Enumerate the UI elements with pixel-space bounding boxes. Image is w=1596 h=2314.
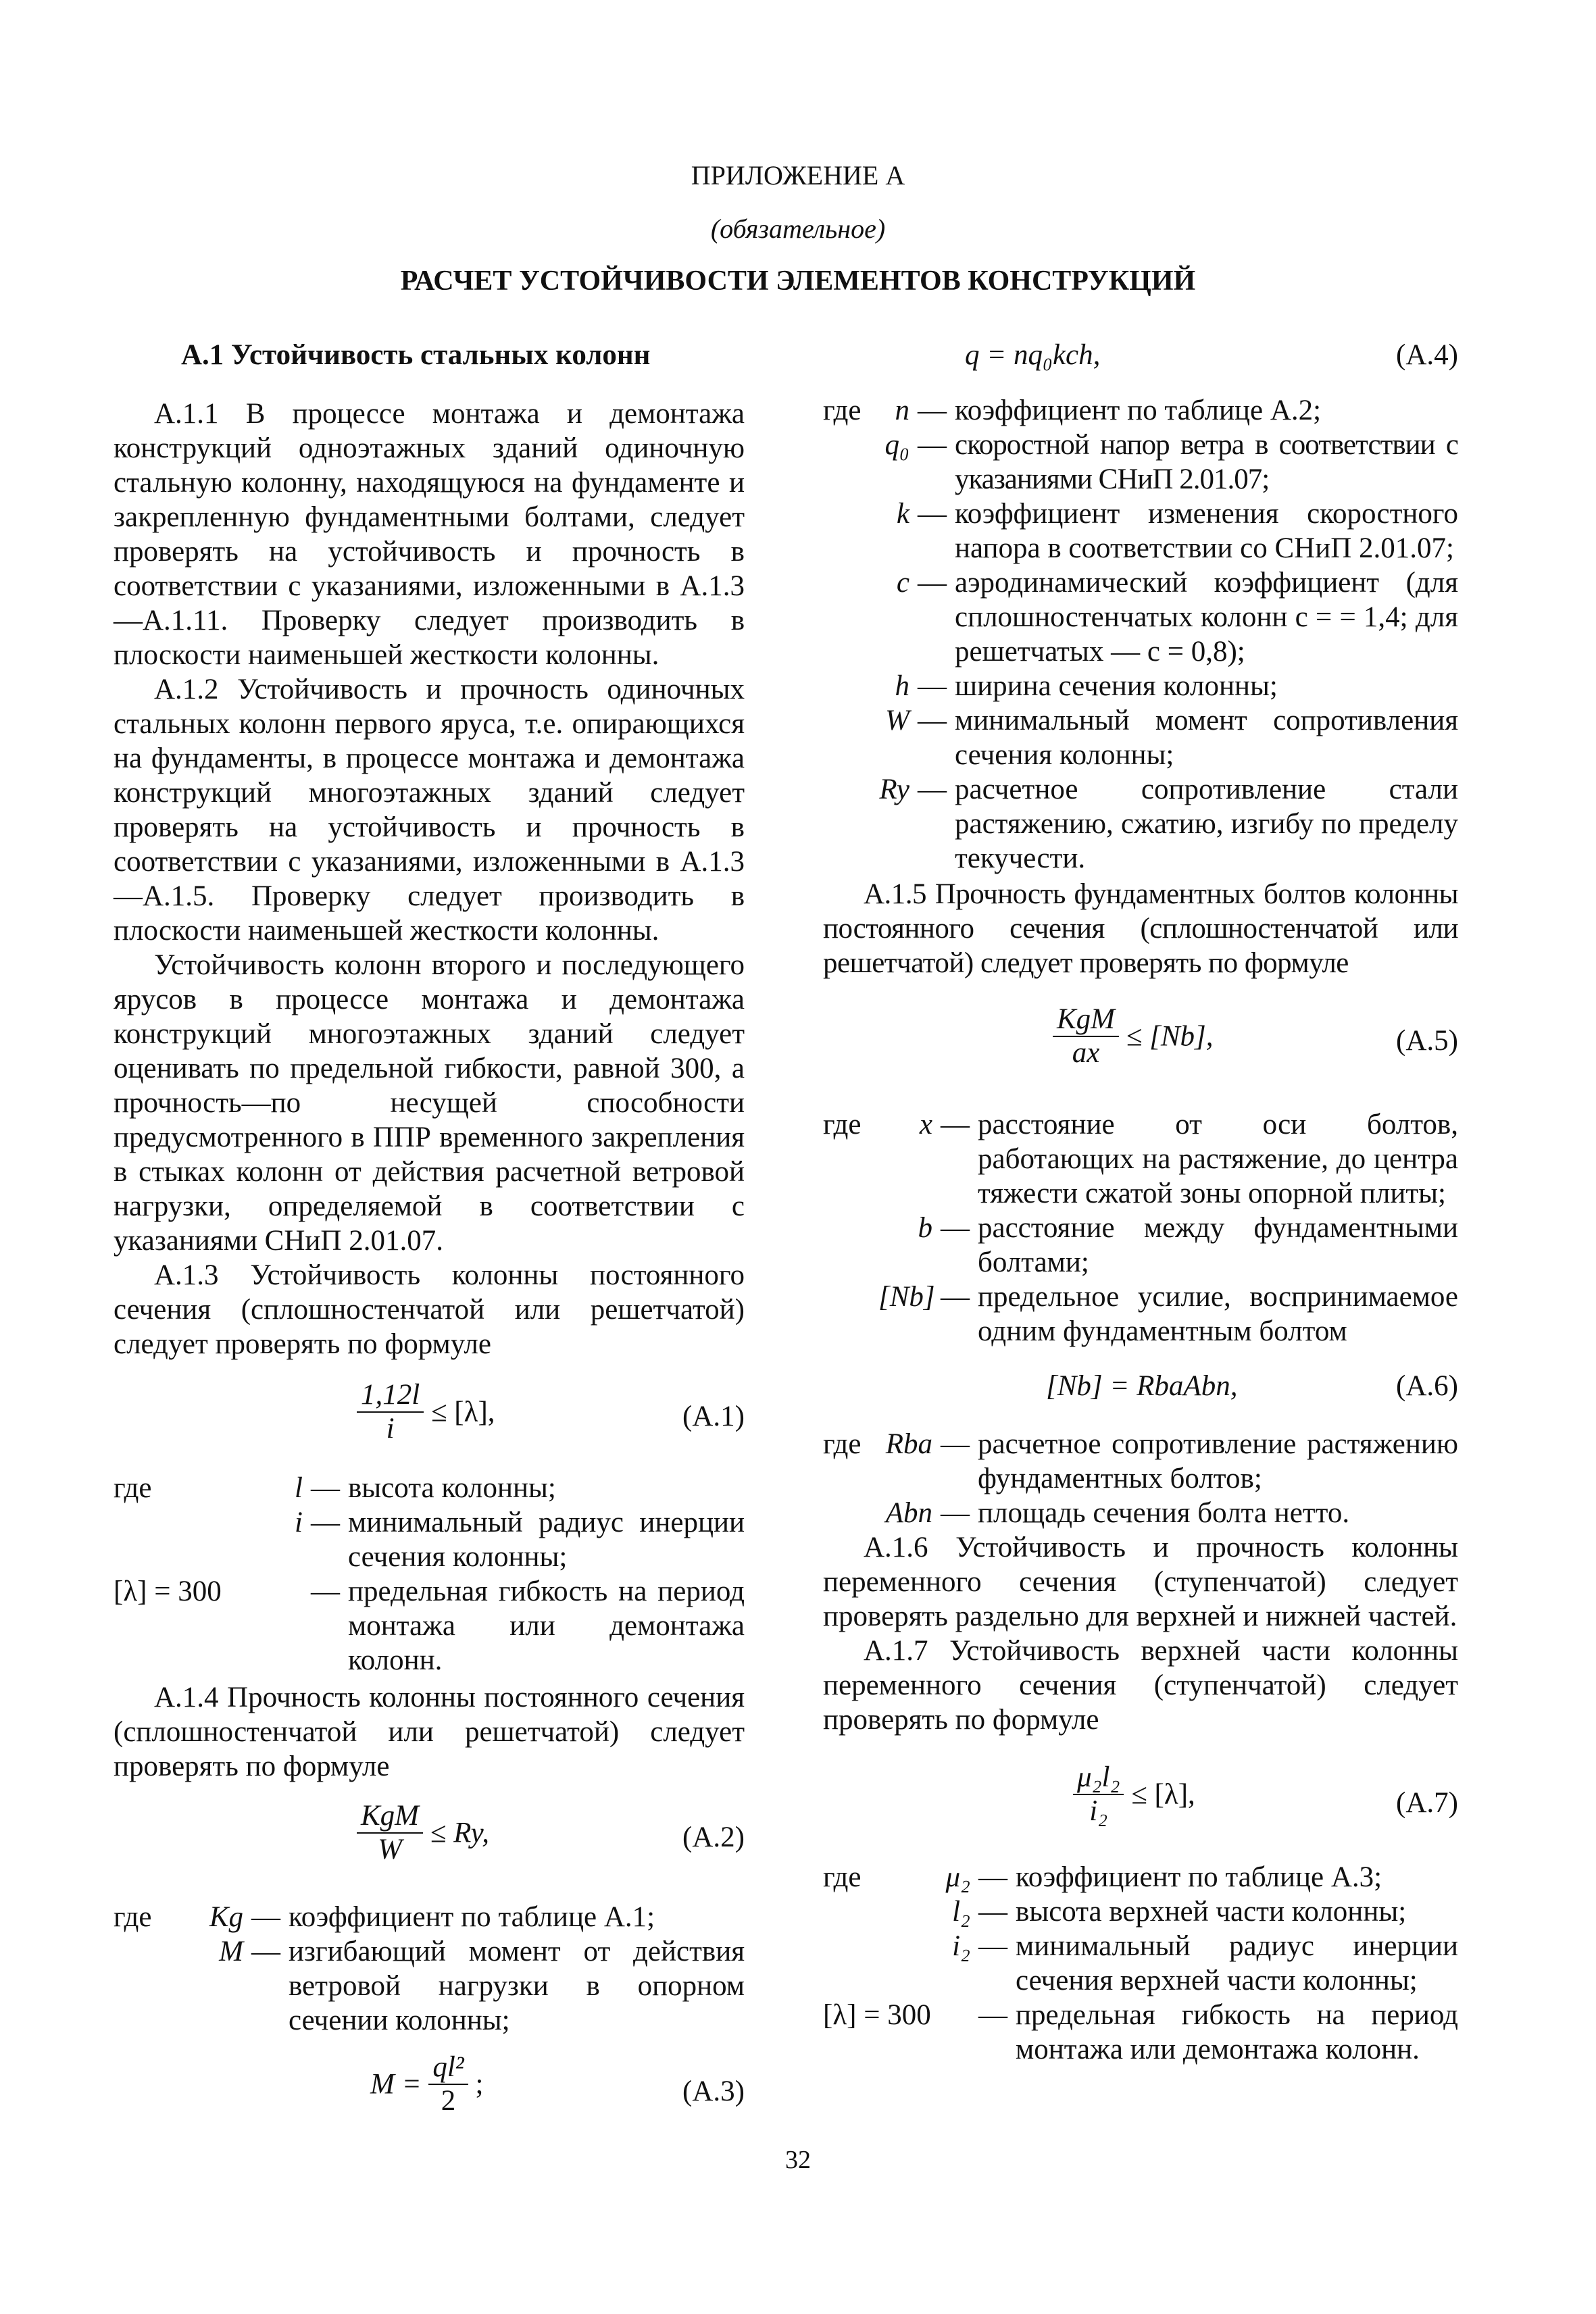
def-dash: —	[251, 1901, 280, 1933]
formula-a5	[823, 994, 1458, 1095]
formula-a4-expr: q = nq₀kch,	[965, 339, 1101, 371]
page-title: РАСЧЕТ УСТОЙЧИВОСТИ ЭЛЕМЕНТОВ КОНСТРУКЦИЙ	[400, 266, 1196, 297]
where-label	[823, 497, 870, 565]
def-symbol-lambda: [λ] = 300	[823, 1999, 931, 2031]
formula-a3-lhs: M =	[370, 2068, 422, 2101]
paragraph-a11: А.1.1 В процессе монтажа и демонтажа конструкций одноэтажных зданий одиночную стальную колонну, находящуюся на фундаменте и закрепленную фундаментными болтами, следует проверять на устойчивость и прочность в соответствии с указаниями, изложенными в А.1.3—А.1.11. Проверку следует производить в плоскости наименьшей жесткости колонны.	[114, 398, 745, 671]
def-text: коэффициент по таблице А.3;	[1016, 1861, 1382, 1893]
def-text: площадь сечения болта нетто.	[978, 1497, 1350, 1529]
formula-a7-label: (А.7)	[1396, 1787, 1458, 1819]
def-dash: —	[941, 1212, 970, 1244]
formula-a1-fraction	[357, 1379, 424, 1445]
formula-a2-denominator: W	[378, 1834, 402, 1865]
def-symbol: W	[885, 705, 909, 736]
def-symbol: x	[919, 1109, 932, 1140]
def-symbol: c	[896, 567, 909, 599]
def-text: минимальный радиус инерции сечения колонны;	[348, 1507, 745, 1573]
def-dash: —	[918, 774, 947, 805]
def-text: коэффициент по таблице А.2;	[955, 395, 1322, 426]
formula-a3	[114, 2044, 745, 2139]
where-label: где	[823, 1428, 862, 1460]
def-dash: —	[978, 1861, 1007, 1893]
formula-a2-label: (А.2)	[682, 1821, 745, 1853]
where-label	[823, 1929, 897, 1998]
def-symbol-lambda: [λ] = 300	[114, 1576, 222, 1607]
formula-a2-fraction	[357, 1800, 423, 1866]
formula-a5-label: (А.5)	[1396, 1025, 1458, 1057]
formula-a1-rhs: ≤ [λ],	[430, 1396, 495, 1428]
def-dash: —	[251, 1936, 280, 1967]
where-label	[114, 1934, 195, 2038]
def-dash: —	[918, 498, 947, 530]
paragraph-a17: А.1.7 Устойчивость верхней части колонны переменного сечения (ступенчатой) следует проверять по формуле	[823, 1635, 1458, 1736]
where-label	[823, 669, 870, 703]
def-symbol: μ₂	[945, 1861, 970, 1893]
def-symbol: i₂	[952, 1930, 970, 1962]
definitions-a5	[823, 1107, 1458, 1349]
section-heading: А.1 Устойчивость стальных колонн	[181, 339, 651, 371]
def-text: изгибающий момент от действия ветровой нагрузки в опорном сечении колонны;	[289, 1936, 745, 2036]
formula-a1	[114, 1369, 745, 1464]
def-symbol: Kg	[209, 1901, 243, 1933]
formula-a6-expr: [Nb] = RbaAbn,	[1046, 1370, 1238, 1402]
def-symbol: h	[895, 670, 909, 702]
formula-a2-rhs: ≤ Ry,	[430, 1817, 490, 1849]
formula-a1-label: (А.1)	[682, 1401, 745, 1432]
paragraph-a15: А.1.5 Прочность фундаментных болтов колонны постоянного сечения (сплошностенчатой или решетчатой) следует проверять по формуле	[823, 878, 1458, 979]
formula-a2	[114, 1790, 745, 1885]
def-text: предельная гибкость на период монтажа или демонтажа колонн.	[348, 1576, 745, 1676]
left-column	[114, 338, 745, 2139]
formula-a5-fraction	[1053, 1003, 1119, 1070]
def-dash: —	[978, 1896, 1007, 1928]
def-dash: —	[311, 1576, 340, 1607]
where-label	[823, 1496, 870, 1530]
where-label	[823, 1280, 870, 1349]
def-dash: —	[941, 1497, 970, 1529]
def-dash: —	[918, 395, 947, 426]
def-dash: —	[918, 429, 947, 461]
def-symbol: n	[895, 395, 909, 426]
formula-a1-denominator: i	[386, 1413, 395, 1444]
where-label	[823, 1211, 870, 1280]
where-label: где	[823, 395, 862, 426]
paragraph-a13: А.1.3 Устойчивость колонны постоянного сечения (сплошностенчатой или решетчатой) следует проверять по формуле	[114, 1259, 745, 1360]
def-symbol: k	[896, 498, 909, 530]
def-text: расчетное сопротивление стали растяжению, сжатию, изгибу по пределу текучести.	[955, 774, 1458, 874]
paragraph-a14: А.1.4 Прочность колонны постоянного сечения (сплошностенчатой или решетчатой) следует проверять по формуле	[114, 1682, 745, 1782]
def-text: высота верхней части колонны;	[1016, 1896, 1407, 1928]
formula-a1-numerator: 1,12l	[357, 1379, 424, 1413]
formula-a4	[823, 338, 1458, 384]
def-symbol: q₀	[884, 429, 909, 461]
def-symbol: Abn	[885, 1497, 932, 1529]
formula-a7	[823, 1752, 1458, 1853]
where-label	[114, 1505, 215, 1574]
formula-a3-rhs: ;	[475, 2068, 484, 2101]
def-text: высота колонны;	[348, 1472, 556, 1504]
def-dash: —	[311, 1507, 340, 1538]
formula-a5-denominator: ax	[1072, 1037, 1100, 1069]
def-symbol: b	[918, 1212, 932, 1244]
formula-a5-rhs: ≤ [Nb],	[1126, 1020, 1214, 1053]
def-dash: —	[941, 1281, 970, 1313]
def-dash: —	[918, 567, 947, 599]
formula-a3-numerator: ql²	[428, 2051, 468, 2085]
paragraph-a12: А.1.2 Устойчивость и прочность одиночных стальных колонн первого яруса, т.е. опирающихся на фундаменты, в процессе монтажа и демонтажа конструкций многоэтажных зданий следует проверять на устойчивость и прочность в соответствии с указаниями, изложенными в А.1.3—А.1.5. Проверку следует производить в плоскости наименьшей жесткости колонны.	[114, 674, 745, 947]
def-text: предельное усилие, воспринимаемое одним фундаментным болтом	[978, 1281, 1458, 1347]
def-text: минимальный момент сопротивления сечения колонны;	[955, 705, 1458, 771]
def-dash: —	[311, 1472, 340, 1504]
formula-a6-label: (А.6)	[1396, 1370, 1458, 1402]
def-dash: —	[918, 705, 947, 736]
formula-a5-numerator: KgM	[1053, 1003, 1119, 1037]
page-number: 32	[785, 2146, 811, 2174]
formula-a4-label: (А.4)	[1396, 339, 1458, 371]
def-text: расстояние между фундаментными болтами;	[978, 1212, 1458, 1278]
def-symbol: [Nb]	[878, 1281, 935, 1313]
formula-a3-denominator: 2	[441, 2085, 456, 2117]
def-symbol: l	[295, 1472, 303, 1504]
def-dash: —	[978, 1930, 1007, 1962]
formula-a7-numerator: μ₂l₂	[1073, 1761, 1124, 1795]
where-label: где	[823, 1109, 862, 1140]
definitions-a1	[114, 1471, 745, 1678]
def-symbol: Rba	[885, 1428, 932, 1460]
def-text: коэффициент по таблице А.1;	[289, 1901, 655, 1933]
appendix-label: ПРИЛОЖЕНИЕ А	[691, 160, 905, 191]
def-text: предельная гибкость на период монтажа или демонтажа колонн.	[1016, 1999, 1458, 2065]
formula-a3-label: (А.3)	[682, 2076, 745, 2107]
where-label	[823, 772, 870, 876]
def-dash: —	[918, 670, 947, 702]
formula-a7-denominator: i₂	[1089, 1795, 1108, 1827]
paragraph-a16: А.1.6 Устойчивость и прочность колонны переменного сечения (ступенчатой) следует проверять раздельно для верхней и нижней частей.	[823, 1532, 1458, 1632]
def-text: аэродинамический коэффициент (для сплошностенчатых колонн c = = 1,4; для решетчатых — c = 0,8);	[955, 567, 1458, 668]
def-symbol: Ry	[879, 774, 909, 805]
formula-a2-numerator: KgM	[357, 1800, 423, 1834]
formula-a7-rhs: ≤ [λ],	[1131, 1778, 1195, 1811]
appendix-status: (обязательное)	[710, 213, 886, 244]
def-text: расстояние от оси болтов, работающих на растяжение, до центра тяжести сжатой зоны опорной плиты;	[978, 1109, 1458, 1209]
right-column	[823, 338, 1458, 2067]
paragraph-second-tier: Устойчивость колонн второго и последующего ярусов в процессе монтажа и демонтажа конструкций многоэтажных зданий следует оценивать по предельной гибкости, равной 300, а прочность—по несущей способности предусмотренного в ППР временного закрепления в стыках колонн от действия расчетной ветровой нагрузки, определяемой в соответствии с указаниями СНиП 2.01.07.	[114, 949, 745, 1257]
def-dash: —	[941, 1428, 970, 1460]
where-label	[823, 565, 870, 669]
definitions-a7	[823, 1860, 1458, 2067]
formula-a3-fraction	[428, 2051, 468, 2117]
def-dash: —	[941, 1109, 970, 1140]
definitions-a2	[114, 1900, 745, 2038]
where-label	[823, 703, 870, 772]
formula-a7-fraction	[1073, 1761, 1124, 1828]
formula-a6	[823, 1357, 1458, 1416]
def-text: минимальный радиус инерции сечения верхней части колонны;	[1016, 1930, 1458, 1996]
def-symbol: i	[295, 1507, 303, 1538]
where-label	[823, 1894, 897, 1929]
definitions-a4	[823, 393, 1458, 876]
def-dash: —	[978, 1999, 1007, 2031]
def-text: расчетное сопротивление растяжению фундаментных болтов;	[978, 1428, 1458, 1494]
def-symbol: M	[219, 1936, 243, 1967]
where-label: где	[114, 1472, 152, 1504]
where-label	[823, 428, 870, 497]
def-text: ширина сечения колонны;	[955, 670, 1278, 702]
definitions-a6	[823, 1427, 1458, 1530]
def-text: коэффициент изменения скоростного напора в соответствии со СНиП 2.01.07;	[955, 498, 1458, 564]
def-text: скоростной напор ветра в соответствии с указаниями СНиП 2.01.07;	[955, 429, 1458, 495]
where-label: где	[114, 1901, 152, 1933]
def-symbol: l₂	[952, 1896, 970, 1928]
where-label: где	[823, 1861, 862, 1893]
